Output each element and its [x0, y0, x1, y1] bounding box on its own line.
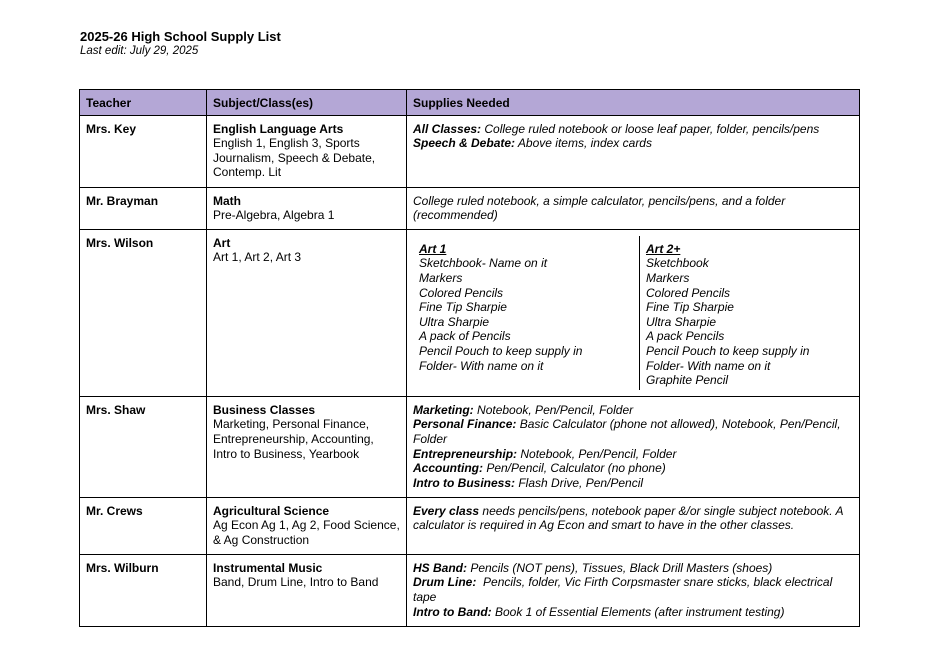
- supply-item: Graphite Pencil: [646, 373, 729, 388]
- supply-item: Markers: [419, 270, 463, 285]
- supply-item: Colored Pencils: [419, 285, 504, 300]
- supply-line: Marketing: Notebook, Pen/Pencil, Folder: [413, 402, 634, 417]
- art-supply-columns: [413, 236, 853, 390]
- supply-line: All Classes: College ruled notebook or loose leaf paper, folder, pencils/pens: [413, 121, 820, 136]
- subject-title: Business Classes: [213, 402, 316, 417]
- subject-title: English Language Arts: [213, 121, 344, 136]
- supplies-cell: College ruled notebook, a simple calculator, pencils/pens, and a folder (recommended): [407, 187, 860, 229]
- table-row: [80, 115, 860, 187]
- subject-title: Instrumental Music: [213, 560, 323, 575]
- supply-list-table: [79, 89, 860, 627]
- teacher-cell: Mr. Crews: [80, 497, 207, 554]
- supply-line: Drum Line: Pencils, folder, Vic Firth Corpsmaster snare sticks, black electrical tape: [413, 575, 836, 604]
- class-list: Art 1, Art 2, Art 3: [213, 250, 302, 265]
- teacher-cell: Mrs. Wilburn: [80, 554, 207, 626]
- subject-cell: [207, 229, 407, 396]
- supply-line: Accounting: Pen/Pencil, Calculator (no phone): [413, 461, 666, 476]
- page-header: [80, 29, 281, 59]
- supplies-cell: [407, 229, 860, 396]
- supply-line: Intro to Band: Book 1 of Essential Elements (after instrument testing): [413, 604, 785, 619]
- class-list: Marketing, Personal Finance, Entrepreneurship, Accounting, Intro to Business, Yearbook: [213, 417, 374, 461]
- table-row: [80, 554, 860, 626]
- subject-cell: [207, 115, 407, 187]
- supply-item: Colored Pencils: [646, 285, 731, 300]
- supply-item: Pencil Pouch to keep supply in: [646, 343, 810, 358]
- table-row: [80, 497, 860, 554]
- supply-item: A pack Pencils: [646, 329, 725, 344]
- supplies-cell: [407, 396, 860, 497]
- art2-supply-column: [640, 236, 853, 390]
- subject-cell: [207, 187, 407, 229]
- class-list: Ag Econ Ag 1, Ag 2, Food Science, & Ag Construction: [213, 518, 400, 547]
- art2-heading: Art 2+: [646, 241, 681, 256]
- supply-line: Intro to Business: Flash Drive, Pen/Pencil: [413, 475, 644, 490]
- subject-title: Math: [213, 193, 241, 208]
- table-row: [80, 229, 860, 396]
- table-row: [80, 396, 860, 497]
- art1-heading: Art 1: [419, 241, 447, 256]
- supply-item: Folder- With name on it: [646, 358, 771, 373]
- art1-supply-column: [413, 236, 640, 390]
- supply-item: Fine Tip Sharpie: [419, 300, 507, 315]
- supplies-cell: [407, 115, 860, 187]
- teacher-cell: Mr. Brayman: [80, 187, 207, 229]
- supply-item: Sketchbook: [646, 256, 709, 271]
- supply-line: Every class needs pencils/pens, notebook paper &/or single subject notebook. A calculator is required in Ag Econ and smart to have in the other classes.: [413, 503, 844, 533]
- supply-item: A pack of Pencils: [419, 329, 511, 344]
- last-edit-date: Last edit: July 29, 2025: [80, 45, 199, 57]
- subject-cell: [207, 497, 407, 554]
- header-subject: Subject/Class(es): [207, 90, 407, 116]
- teacher-cell: Mrs. Shaw: [80, 396, 207, 497]
- header-teacher: Teacher: [80, 90, 207, 116]
- supply-line: Personal Finance: Basic Calculator (phone not allowed), Notebook, Pen/Pencil, Folder: [413, 417, 841, 446]
- class-list: Band, Drum Line, Intro to Band: [213, 575, 379, 590]
- subject-title: Agricultural Science: [213, 503, 330, 518]
- header-supplies: Supplies Needed: [407, 90, 860, 116]
- supply-line: HS Band: Pencils (NOT pens), Tissues, Black Drill Masters (shoes): [413, 560, 773, 575]
- supply-item: Ultra Sharpie: [419, 314, 490, 329]
- supply-item: Fine Tip Sharpie: [646, 300, 734, 315]
- supplies-cell: [407, 554, 860, 626]
- supply-item: Ultra Sharpie: [646, 314, 717, 329]
- teacher-cell: Mrs. Key: [80, 115, 207, 187]
- document-title: 2025-26 High School Supply List: [80, 29, 281, 44]
- teacher-cell: Mrs. Wilson: [80, 229, 207, 396]
- supplies-cell: [407, 497, 860, 554]
- class-list: Pre-Algebra, Algebra 1: [213, 208, 335, 223]
- subject-title: Art: [213, 235, 231, 250]
- subject-cell: [207, 554, 407, 626]
- supply-item: Sketchbook- Name on it: [419, 256, 548, 271]
- supply-item: Pencil Pouch to keep supply in: [419, 343, 583, 358]
- table-row: [80, 187, 860, 229]
- supply-line: Speech & Debate: Above items, index cards: [413, 136, 652, 151]
- supply-item: Folder- With name on it: [419, 358, 544, 373]
- supply-item: Markers: [646, 270, 690, 285]
- subject-cell: [207, 396, 407, 497]
- table-header-row: [80, 90, 860, 116]
- supply-line: Entrepreneurship: Notebook, Pen/Pencil, Folder: [413, 446, 677, 461]
- class-list: English 1, English 3, Sports Journalism, Speech & Debate, Contemp. Lit: [213, 136, 376, 180]
